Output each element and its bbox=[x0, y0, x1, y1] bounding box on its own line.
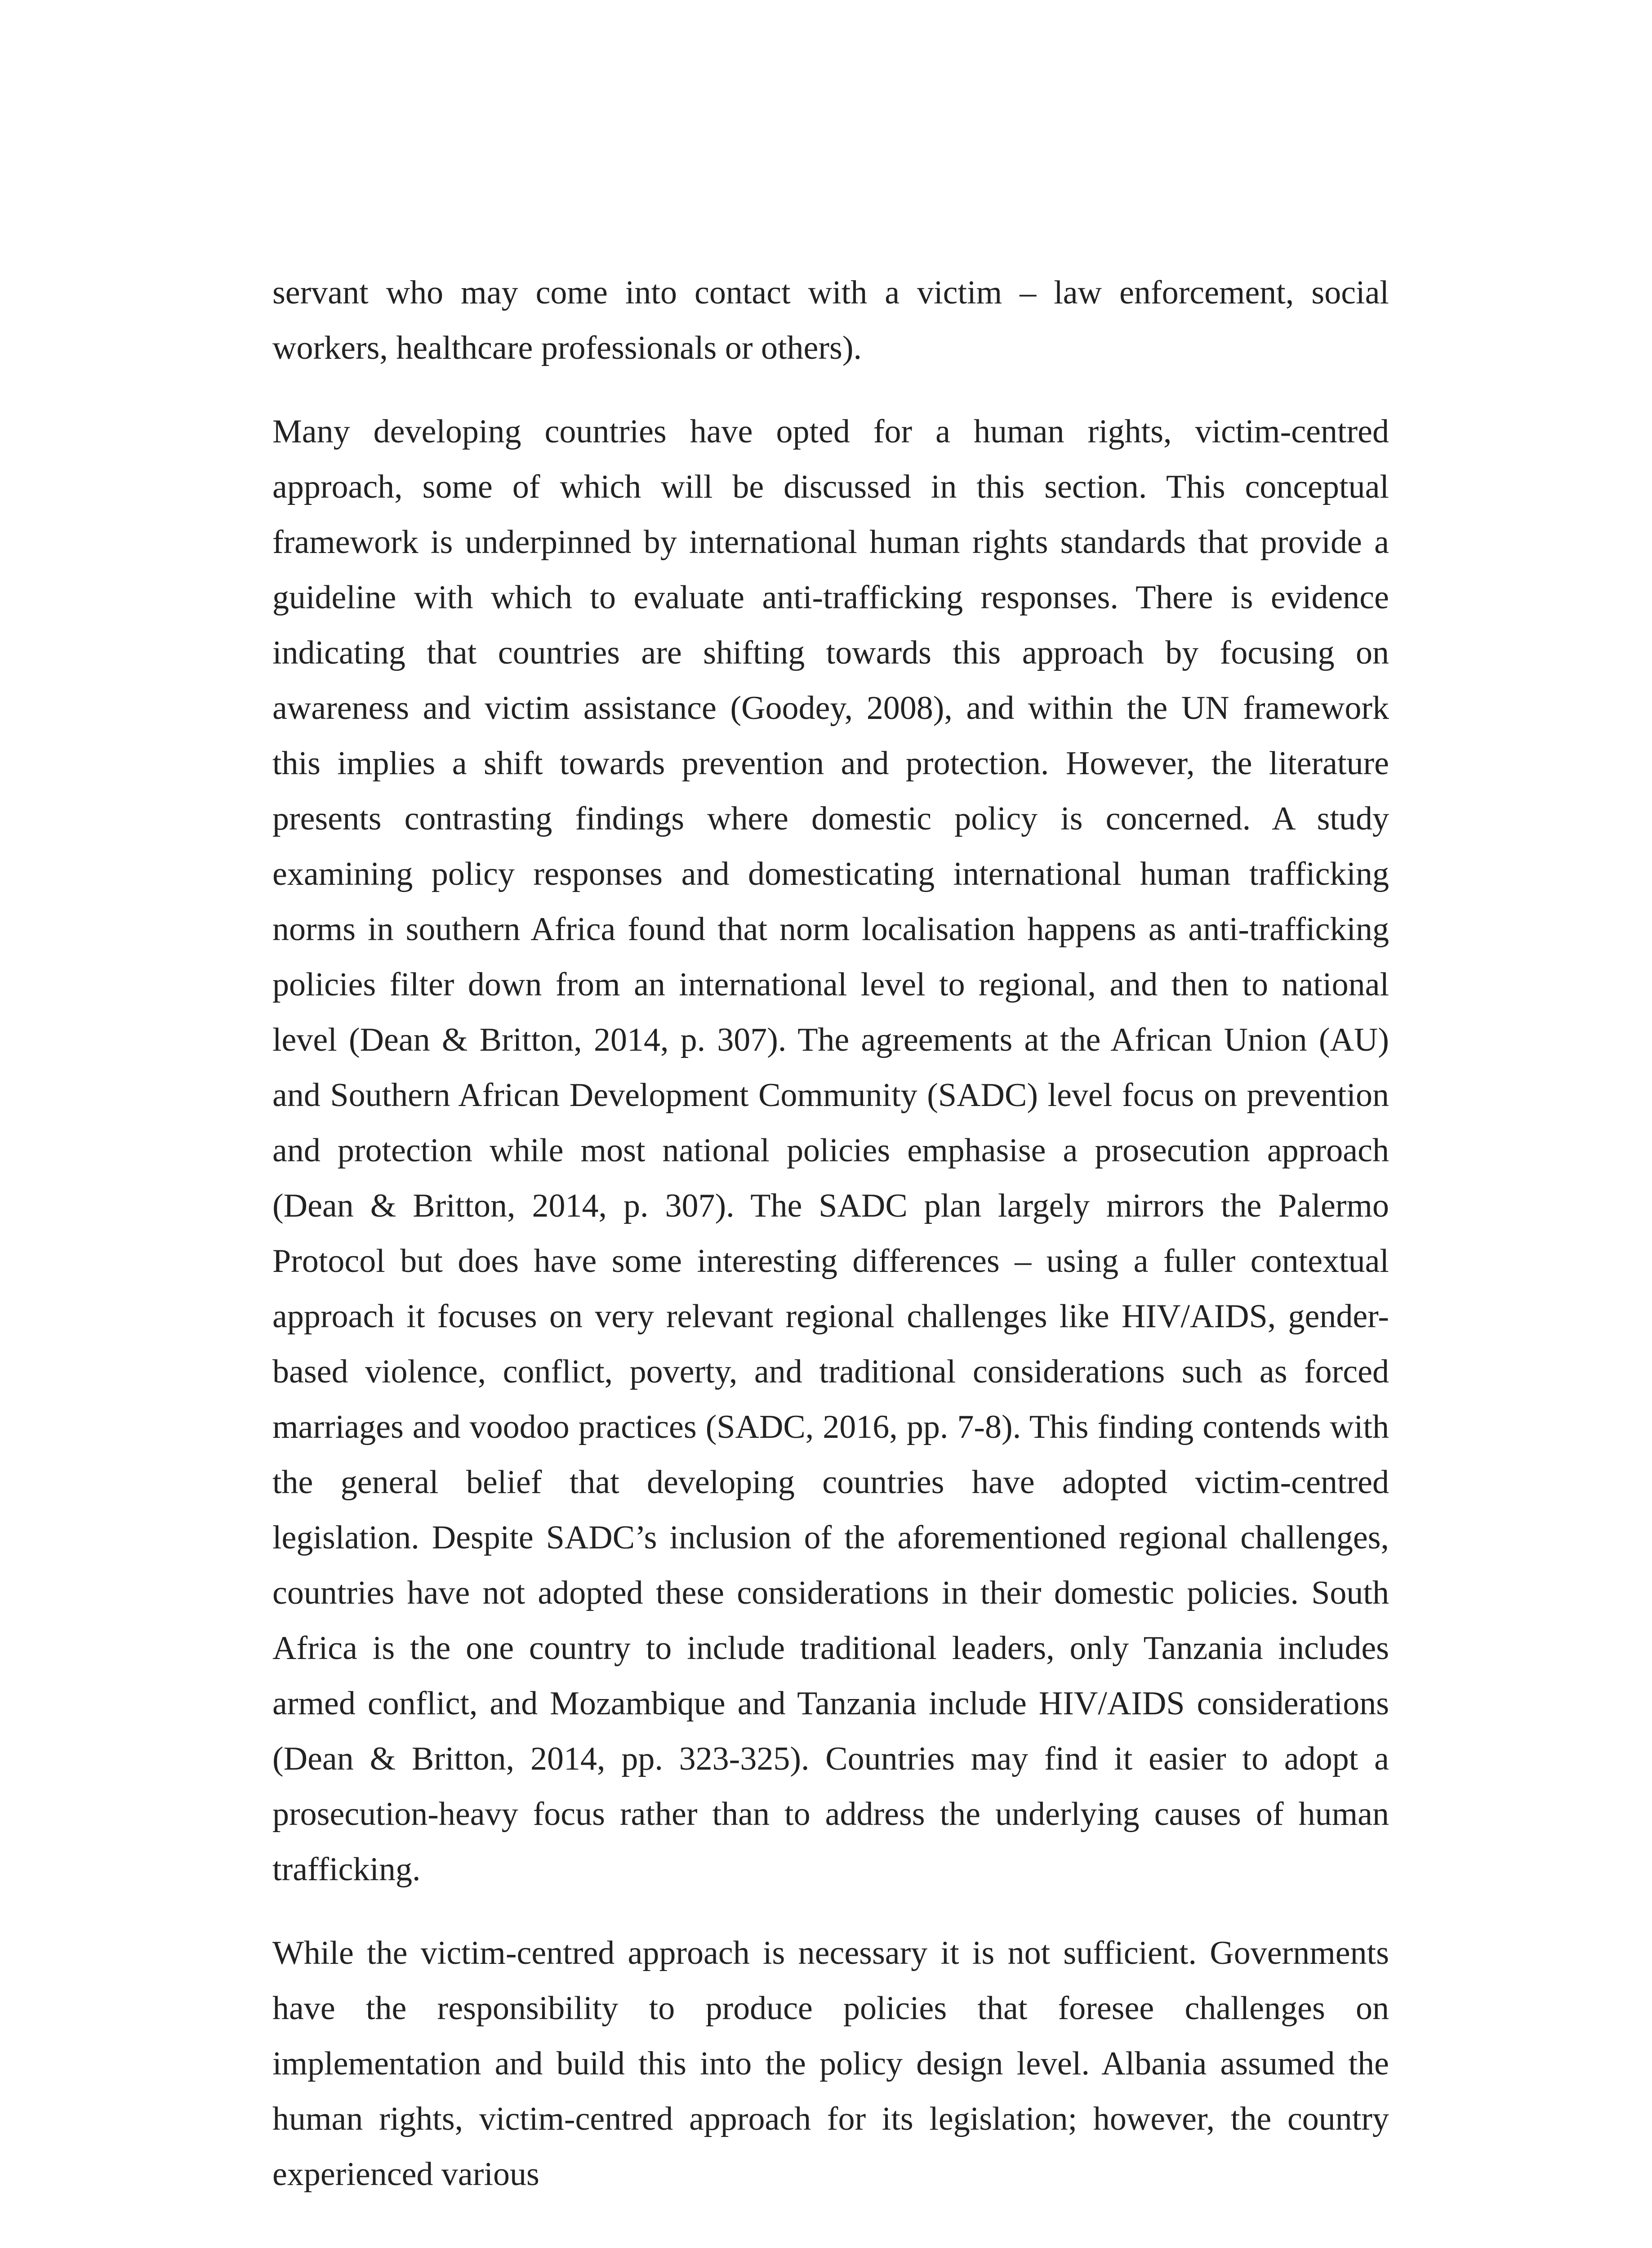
paragraph-2: Many developing countries have opted for a human rights, victim-centred approach, some of which will be discussed in this section. This conceptual framework is underpinned by international human rights standards that provide a guideline with which to evaluate anti-trafficking responses. There is evidence indicating that countries are shifting towards this approach by focusing on awareness and victim assistance (Goodey, 2008), and within the UN framework this implies a shift towards prevention and protection. However, the literature presents contrasting findings where domestic policy is concerned. A study examining policy responses and domesticating international human trafficking norms in southern Africa found that norm localisation happens as anti-trafficking policies filter down from an international level to regional, and then to national level (Dean & Britton, 2014, p. 307). The agreements at the African Union (AU) and Southern African Development Community (SADC) level focus on prevention and protection while most national policies emphasise a prosecution approach (Dean & Britton, 2014, p. 307). The SADC plan largely mirrors the Palermo Protocol but does have some interesting differences – using a fuller contextual approach it focuses on very relevant regional challenges like HIV/AIDS, gender-based violence, conflict, poverty, and traditional considerations such as forced marriages and voodoo practices (SADC, 2016, pp. 7-8). This finding contends with the general belief that developing countries have adopted victim-centred legislation. Despite SADC’s inclusion of the aforementioned regional challenges, countries have not adopted these considerations in their domestic policies. South Africa is the one country to include traditional leaders, only Tanzania includes armed conflict, and Mozambique and Tanzania include HIV/AIDS considerations (Dean & Britton, 2014, pp. 323-325). Countries may find it easier to adopt a prosecution-heavy focus rather than to address the underlying causes of human trafficking. bbox=[272, 413, 1389, 1888]
paragraph-3: While the victim-centred approach is necessary it is not sufficient. Governments have the responsibility to produce policies that foresee challenges on implementation and build this into the policy design level. Albania assumed the human rights, victim-centred approach for its legislation; however, the country experienced various bbox=[272, 1935, 1389, 2193]
paragraph-1: servant who may come into contact with a victim – law enforcement, social workers, healthcare professionals or others). bbox=[272, 274, 1389, 366]
body-text bbox=[272, 265, 1389, 2202]
